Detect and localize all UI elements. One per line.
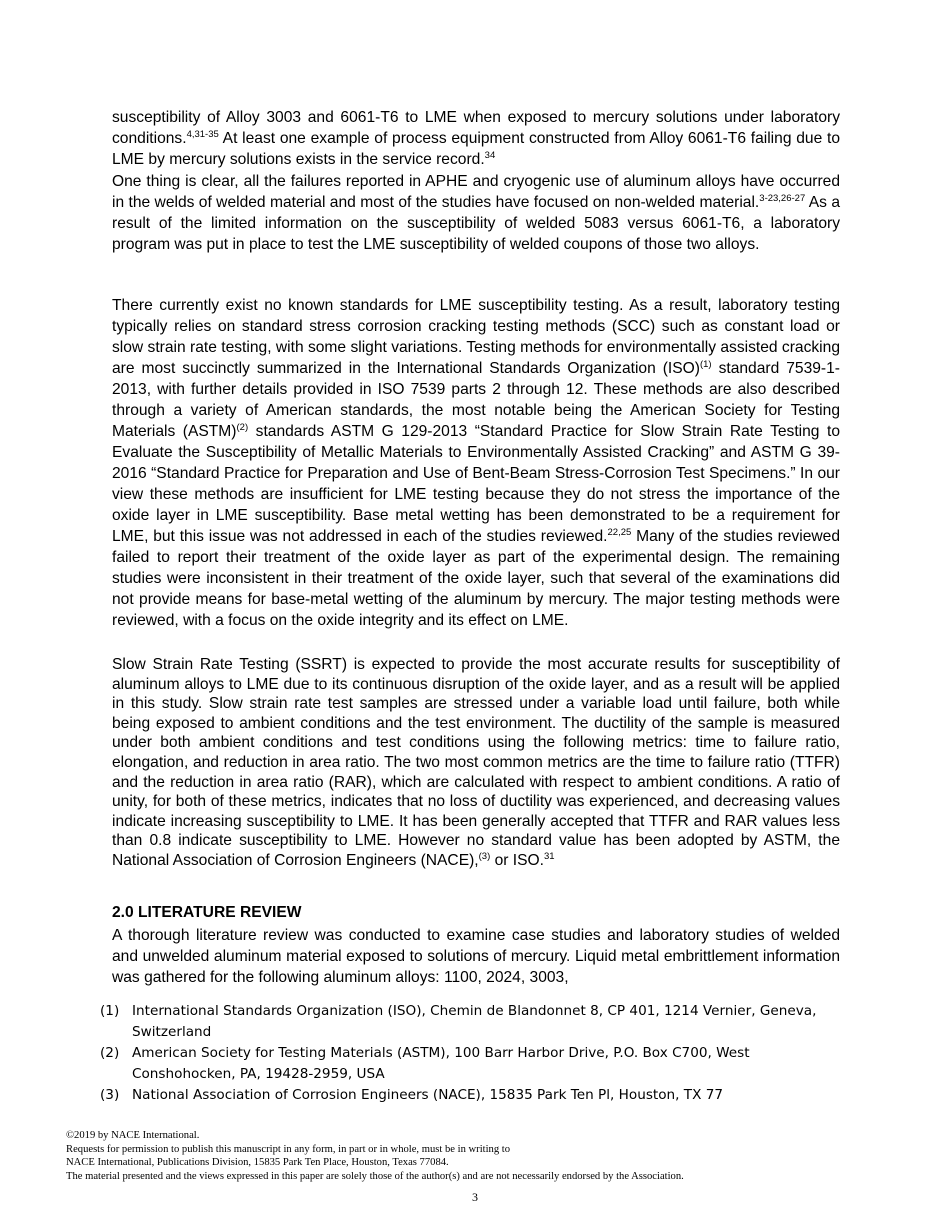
paragraph-text: standard 7539-1-2013, with further details provided in ISO 7539 parts 2 through 12. These methods are also described through a variety of American standards, the most notable being the American Society for Testing Materials (ASTM): [112, 360, 840, 440]
copyright-notice: [66, 1129, 886, 1183]
citation: 31: [543, 850, 555, 862]
footnote-text: National Association of Corrosion Engineers (NACE), 15835 Park Ten Pl, Houston, TX 77: [132, 1087, 724, 1103]
paragraph-text: As a result of the limited information on the susceptibility of welded 5083 versus 6061-T6, a laboratory program was put in place to test the LME susceptibility of welded coupons of those two alloys.: [112, 194, 840, 253]
paragraph-text: A thorough literature review was conducted to examine case studies and laboratory studies of welded and unwelded aluminum material exposed to solutions of mercury. Liquid metal embrittlement information was gathered for the following aluminum alloys: 1100, 2024, 3003,: [112, 927, 840, 986]
intro-sentence-1: susceptibility of Alloy 3003 and 6061-T6 to LME when exposed to mercury solutions under laboratory conditions.: [112, 109, 840, 147]
paragraph-text: standards ASTM G 129-2013 “Standard Practice for Slow Strain Rate Testing to Evaluate the Susceptibility of Metallic Materials to Environmentally Assisted Cracking” and ASTM G 39-2016 “Standard Practice for Preparation and Use of Bent-Beam Stress-Corrosion Test Specimens.” In our view these methods are insufficient for LME testing because they do not stress the importance of the oxide layer in LME susceptibility. Base metal wetting has been demonstrated to be a requirement for LME, but this issue was not addressed in each of the studies reviewed.: [112, 423, 841, 545]
footnote-number: (3): [100, 1087, 120, 1103]
footnote-number: (2): [100, 1045, 120, 1061]
footnote-text: American Society for Testing Materials (ASTM), 100 Barr Harbor Drive, P.O. Box C700, West Conshohocken, PA, 19428-2959, USA: [132, 1045, 750, 1082]
paragraph-text: Many of the studies reviewed failed to report their treatment of the oxide layer as part of the experimental design. The remaining studies were inconsistent in their treatment of the oxide layer, such that several of the examinations did not provide means for base-metal wetting of the aluminum by mercury. The major testing methods were reviewed, with a focus on the oxide integrity and its effect on LME.: [112, 528, 840, 629]
paragraph-text: Slow Strain Rate Testing (SSRT) is expected to provide the most accurate results for susceptibility of aluminum alloys to LME due to its continuous disruption of the oxide layer, and as a result will be applied in this study. Slow strain rate test samples are stressed under a variable load until failure, both while being exposed to ambient conditions and the test environment. The ductility of the sample is measured under both ambient conditions and test conditions using the following metrics: time to failure ratio, elongation, and reduction in area ratio. The two most common metrics are the time to failure ratio (TTFR) and the reduction in area ratio (RAR), which are calculated with respect to ambient conditions. A ratio of unity, for both of these metrics, indicates that no loss of ductility was experienced, and decreasing values indicate increasing susceptibility to LME. It has been generally accepted that TTFR and RAR values less than 0.8 indicate susceptibility to LME. However no standard value has been adopted by ASTM, the National Association of Corrosion Engineers (NACE),: [112, 656, 840, 869]
footnote-marker: (2): [236, 421, 249, 433]
paragraph-text: There currently exist no known standards for LME susceptibility testing. As a result, laboratory testing typically relies on standard stress corrosion cracking testing methods (SCC) such as constant load or slow strain rate testing, with some slight variations. Testing methods for environmentally assisted cracking are most succinctly summarized in the International Standards Organization (ISO): [112, 297, 840, 377]
intro-paragraph: [112, 107, 840, 170]
footnote-item: [100, 1043, 840, 1085]
permission-line: Requests for permission to publish this manuscript in any form, in part or in whole, must be in writing to: [66, 1143, 511, 1155]
address-line: NACE International, Publications Division, 15835 Park Ten Place, Houston, Texas 77084.: [66, 1157, 449, 1169]
citation: 3-23,26-27: [759, 192, 806, 204]
paragraph-testing-standards: [112, 295, 840, 631]
footnote-item: [100, 1085, 840, 1106]
disclaimer-line: The material presented and the views expressed in this paper are solely those of the author(s) and are not necessarily endorsed by the Association.: [66, 1170, 684, 1182]
section-heading: 2.0 LITERATURE REVIEW: [112, 904, 302, 921]
footnote-item: [100, 1001, 840, 1043]
intro-sentence-2: At least one example of process equipment constructed from Alloy 6061-T6 failing due to LME by mercury solutions exists in the service record.: [112, 130, 840, 168]
citation: 4,31-35: [186, 128, 219, 140]
footnotes: [100, 1001, 840, 1106]
footnote-marker: (3): [478, 850, 491, 862]
paragraph-text: One thing is clear, all the failures reported in APHE and cryogenic use of aluminum alloys have occurred in the welds of welded material and most of the studies have focused on non-welded material.: [112, 173, 840, 211]
section-paragraph: [112, 925, 840, 988]
copyright-line: ©2019 by NACE International.: [66, 1130, 200, 1141]
footnote-text: International Standards Organization (ISO), Chemin de Blandonnet 8, CP 401, 1214 Vernier, Geneva, Switzerland: [132, 1003, 817, 1040]
paragraph-text: or ISO.: [490, 851, 544, 869]
paragraph-ssrt: [112, 655, 840, 871]
citation: 22,25: [607, 526, 632, 538]
page-number: 3: [472, 1190, 478, 1204]
footnote-marker: (1): [699, 358, 712, 370]
paragraph-welded-material: [112, 171, 840, 255]
footnote-number: (1): [100, 1003, 120, 1019]
citation: 34: [484, 149, 496, 161]
